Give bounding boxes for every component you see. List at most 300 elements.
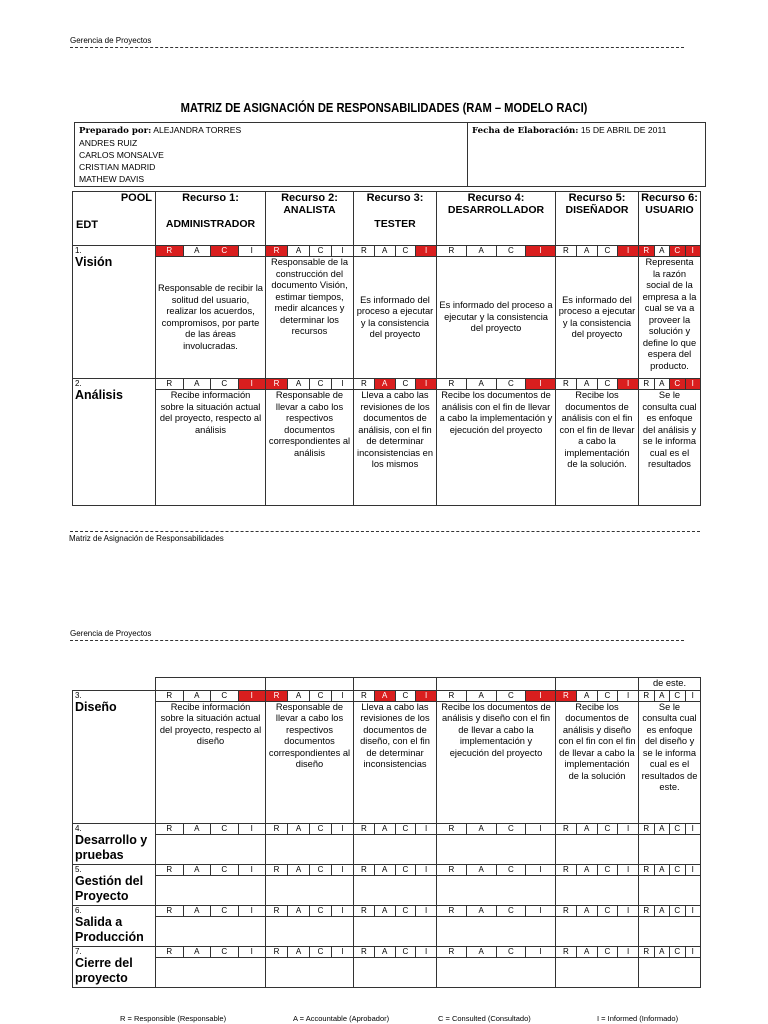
raci-letters <box>437 906 555 916</box>
responsibility-cell: Responsable de la construcción del documento Visión, estimar tiempos, medir alcances y determinar los recursos <box>266 257 354 379</box>
legend-informed: I = Informed (Informado) <box>597 1014 679 1023</box>
carry-row <box>73 678 701 691</box>
raci-letters <box>437 691 555 701</box>
raci-letter-i: I <box>341 946 344 956</box>
raci-row <box>73 864 701 875</box>
raci-letter-a: A <box>467 379 497 389</box>
raci-letter-a: A <box>184 246 212 256</box>
raci-selector <box>437 823 556 834</box>
responsibility-cell: Recibe información sobre la situación actual del proyecto, respecto al diseño <box>156 701 266 823</box>
resource-role: USUARIO <box>645 204 694 216</box>
raci-letters <box>437 824 555 834</box>
header-row <box>73 192 701 246</box>
raci-selector <box>156 379 266 390</box>
raci-letters <box>437 865 555 875</box>
raci-selector <box>437 246 556 257</box>
raci-letters <box>156 379 265 389</box>
raci-letter-a: A <box>184 691 212 701</box>
raci-letter-i: I <box>539 864 542 874</box>
resource-name: Recurso 6: <box>641 192 698 204</box>
raci-selector <box>556 246 639 257</box>
edt-cell <box>73 379 156 506</box>
raci-letter-a: A <box>577 691 598 701</box>
responsibility-cell <box>437 916 556 946</box>
raci-letter-i: I <box>416 691 436 701</box>
raci-letter-r: R <box>437 906 467 916</box>
raci-letter-r: R <box>437 691 467 701</box>
raci-letter-c: C <box>211 691 239 701</box>
resource-role: DISEÑADOR <box>565 204 629 216</box>
footer-divider <box>70 531 700 532</box>
raci-row <box>73 905 701 916</box>
raci-letter-c: C <box>670 865 686 875</box>
resource-header <box>639 192 701 246</box>
edt-number: 3. <box>75 690 82 700</box>
raci-letter-c: C <box>310 379 332 389</box>
raci-letter-a: A <box>288 691 310 701</box>
raci-letters <box>156 865 265 875</box>
responsibility-cell: Representa la razón social de la empresa a la cual se va a proveer la solución y define lo que espera del producto. <box>639 257 701 379</box>
raci-letter-r: R <box>354 246 375 256</box>
raci-letters <box>354 824 436 834</box>
raci-letters <box>354 947 436 957</box>
raci-letter-c: C <box>670 824 686 834</box>
responsibility-cell <box>354 875 437 905</box>
raci-letter-c: C <box>211 906 239 916</box>
responsibility-cell: Es informado del proceso a ejecutar y la consistencia del proyecto <box>354 257 437 379</box>
responsibility-cell <box>354 957 437 987</box>
raci-selector <box>639 823 701 834</box>
raci-letter-i: I <box>341 823 344 833</box>
raci-letter-c: C <box>211 824 239 834</box>
prepared-by-label: Preparado por: <box>79 126 152 136</box>
description-row <box>73 257 701 379</box>
raci-letter-i: I <box>627 690 630 700</box>
responsibility-cell: Recibe los documentos de análisis con el fin con el fin de llevar a cabo la implementación de la solución. <box>556 390 639 506</box>
raci-letter-a: A <box>184 947 212 957</box>
prepared-person: CRISTIAN MADRID <box>79 162 156 172</box>
raci-letter-a: A <box>467 824 497 834</box>
raci-letter-i: I <box>250 823 253 833</box>
raci-selector <box>354 246 437 257</box>
responsibility-cell: Lleva a cabo las revisiones de los documentos de análisis, con el fin de determinar inconsistencias en los mismos <box>354 390 437 506</box>
legend-accountable: A = Accountable (Aprobador) <box>293 1014 390 1023</box>
raci-letters <box>156 824 265 834</box>
raci-selector <box>354 690 437 701</box>
edt-number: 7. <box>75 946 82 956</box>
empty-cell <box>556 678 639 691</box>
raci-letter-r: R <box>156 906 184 916</box>
raci-letters <box>266 947 353 957</box>
raci-letter-i: I <box>526 246 555 256</box>
raci-letters <box>156 906 265 916</box>
raci-letters <box>639 865 700 875</box>
raci-letter-c: C <box>396 906 417 916</box>
raci-letter-a: A <box>467 246 497 256</box>
raci-letter-r: R <box>266 824 288 834</box>
raci-letter-r: R <box>156 947 184 957</box>
raci-matrix-page2 <box>72 677 701 988</box>
edt-title: Desarrollo y pruebas <box>75 832 148 862</box>
edt-cell <box>73 246 156 379</box>
raci-letters <box>556 246 638 256</box>
description-row <box>73 390 701 506</box>
responsibility-cell: Recibe información sobre la situación actual del proyecto, respecto al análisis <box>156 390 266 506</box>
raci-letters <box>354 865 436 875</box>
raci-letters <box>437 947 555 957</box>
edt-title: Análisis <box>75 388 123 402</box>
responsibility-cell <box>156 834 266 864</box>
raci-letter-r: R <box>437 865 467 875</box>
raci-row <box>73 946 701 957</box>
raci-letter-c: C <box>211 947 239 957</box>
raci-letter-a: A <box>375 691 396 701</box>
responsibility-cell <box>639 834 701 864</box>
raci-letter-i: I <box>341 905 344 915</box>
raci-letter-a: A <box>577 824 598 834</box>
raci-selector <box>437 946 556 957</box>
pool-edt-cell <box>73 192 156 246</box>
responsibility-cell: Recibe los documentos de análisis y diseño con el fin de llevar a cabo la implementación y ejecución del proyecto <box>437 701 556 823</box>
raci-letter-i: I <box>416 246 436 256</box>
raci-letter-a: A <box>655 246 671 256</box>
resource-header <box>156 192 266 246</box>
document-title: MATRIZ DE ASIGNACIÓN DE RESPONSABILIDADES (RAM – MODELO RACI) <box>180 100 588 115</box>
raci-letter-i: I <box>239 379 266 389</box>
raci-letter-i: I <box>425 823 428 833</box>
resource-header <box>437 192 556 246</box>
raci-selector <box>437 690 556 701</box>
resource-header <box>556 192 639 246</box>
raci-letter-r: R <box>354 865 375 875</box>
edt-cell <box>73 946 156 987</box>
raci-letters <box>266 691 353 701</box>
raci-selector <box>354 946 437 957</box>
empty-cell <box>354 678 437 691</box>
raci-letters <box>266 246 353 256</box>
raci-letter-i: I <box>425 905 428 915</box>
raci-letters <box>156 246 265 256</box>
resource-header <box>354 192 437 246</box>
raci-letters <box>556 824 638 834</box>
raci-letter-r: R <box>639 824 655 834</box>
responsibility-cell <box>354 916 437 946</box>
raci-letter-a: A <box>655 947 671 957</box>
raci-letters <box>556 379 638 389</box>
responsibility-cell <box>556 957 639 987</box>
raci-letter-c: C <box>310 947 332 957</box>
raci-letter-r: R <box>556 691 577 701</box>
resource-role: ANALISTA <box>283 204 336 216</box>
raci-letter-r: R <box>266 906 288 916</box>
raci-letter-r: R <box>437 947 467 957</box>
prepared-person: CARLOS MONSALVE <box>79 150 164 160</box>
raci-letter-a: A <box>655 379 671 389</box>
responsibility-cell <box>266 916 354 946</box>
raci-letter-i: I <box>691 690 694 700</box>
raci-letter-r: R <box>156 824 184 834</box>
raci-letter-i: I <box>250 864 253 874</box>
responsibility-cell <box>437 834 556 864</box>
edt-cell <box>73 905 156 946</box>
raci-letter-i: I <box>526 379 555 389</box>
date-value: 15 DE ABRIL DE 2011 <box>580 125 667 135</box>
edt-cell <box>73 864 156 905</box>
raci-letter-i: I <box>526 691 555 701</box>
raci-letter-c: C <box>598 906 619 916</box>
raci-letter-c: C <box>396 947 417 957</box>
raci-selector <box>156 905 266 916</box>
empty-cell <box>266 678 354 691</box>
raci-letter-i: I <box>691 905 694 915</box>
raci-letters <box>556 865 638 875</box>
raci-letter-i: I <box>627 905 630 915</box>
responsibility-cell <box>266 957 354 987</box>
raci-selector <box>266 864 354 875</box>
raci-letter-r: R <box>556 906 577 916</box>
raci-letter-i: I <box>539 946 542 956</box>
resource-header <box>266 192 354 246</box>
description-row <box>73 834 701 864</box>
raci-selector <box>639 905 701 916</box>
raci-letter-r: R <box>556 947 577 957</box>
raci-letter-c: C <box>310 906 332 916</box>
raci-selector <box>639 379 701 390</box>
raci-letters <box>639 246 700 256</box>
raci-letter-r: R <box>639 906 655 916</box>
raci-letter-c: C <box>670 691 686 701</box>
responsibility-cell: Responsable de recibir la solitud del usuario, realizar los acuerdos, compromisos, por parte de las áreas involucradas. <box>156 257 266 379</box>
raci-letter-r: R <box>354 379 375 389</box>
raci-letter-r: R <box>354 947 375 957</box>
responsibility-cell <box>556 916 639 946</box>
responsibility-cell <box>156 916 266 946</box>
raci-letter-c: C <box>310 246 332 256</box>
description-row <box>73 916 701 946</box>
raci-letter-a: A <box>184 824 212 834</box>
responsibility-cell <box>556 834 639 864</box>
raci-row <box>73 379 701 390</box>
raci-letter-i: I <box>341 379 344 388</box>
raci-letter-a: A <box>288 947 310 957</box>
responsibility-cell: Es informado del proceso a ejecutar y la consistencia del proyecto <box>556 257 639 379</box>
resource-role: DESARROLLADOR <box>447 204 545 216</box>
responsibility-cell: Se le consulta cual es enfoque del diseño y se le informa cual es el resultados de este. <box>639 701 701 823</box>
raci-letter-a: A <box>577 906 598 916</box>
responsibility-cell <box>266 875 354 905</box>
raci-letters <box>354 246 436 256</box>
legend-responsible: R = Responsible (Responsable) <box>120 1014 227 1023</box>
page-footer: Matriz de Asignación de Responsabilidades <box>69 534 224 543</box>
responsibility-cell <box>556 875 639 905</box>
raci-letter-i: I <box>539 905 542 915</box>
description-row <box>73 701 701 823</box>
raci-letter-c: C <box>396 865 417 875</box>
edt-title: Salida a Producción <box>75 914 144 944</box>
raci-letter-a: A <box>655 824 671 834</box>
responsibility-cell <box>156 875 266 905</box>
raci-letter-r: R <box>266 246 288 256</box>
raci-letters <box>639 379 700 389</box>
raci-letter-c: C <box>670 379 686 389</box>
responsibility-cell <box>437 875 556 905</box>
raci-letter-c: C <box>497 824 527 834</box>
responsibility-cell <box>156 957 266 987</box>
raci-letters <box>639 691 700 701</box>
raci-selector <box>266 690 354 701</box>
raci-letter-r: R <box>266 865 288 875</box>
edt-number: 4. <box>75 823 82 833</box>
raci-letter-a: A <box>288 824 310 834</box>
raci-row <box>73 823 701 834</box>
raci-letter-a: A <box>467 865 497 875</box>
edt-cell <box>73 823 156 864</box>
raci-letter-a: A <box>577 246 598 256</box>
raci-letter-c: C <box>598 691 619 701</box>
raci-letter-r: R <box>556 246 577 256</box>
edt-number: 5. <box>75 864 82 874</box>
raci-letter-r: R <box>156 691 184 701</box>
edt-number: 6. <box>75 905 82 915</box>
raci-row <box>73 246 701 257</box>
raci-letter-c: C <box>396 246 417 256</box>
raci-letter-a: A <box>577 865 598 875</box>
description-row <box>73 957 701 987</box>
raci-letter-r: R <box>639 246 655 256</box>
raci-letter-a: A <box>577 379 598 389</box>
raci-letter-i: I <box>618 379 638 389</box>
raci-letter-r: R <box>156 379 184 389</box>
raci-selector <box>354 379 437 390</box>
raci-letter-a: A <box>288 865 310 875</box>
edt-label: EDT <box>76 219 98 231</box>
raci-selector <box>266 823 354 834</box>
edt-cell <box>73 690 156 823</box>
responsibility-cell: Responsable de llevar a cabo los respectivos documentos correspondientes al análisis <box>266 390 354 506</box>
edt-title: Cierre del proyecto <box>75 955 133 985</box>
raci-letter-r: R <box>156 246 184 256</box>
responsibility-cell: Recibe los documentos de análisis con el fin de llevar a cabo la implementación y ejecución del proyecto <box>437 390 556 506</box>
raci-letter-c: C <box>211 246 239 256</box>
raci-letters <box>556 906 638 916</box>
raci-letters <box>266 824 353 834</box>
raci-letter-r: R <box>156 865 184 875</box>
raci-letter-r: R <box>639 379 655 389</box>
raci-letter-i: I <box>686 246 701 256</box>
raci-letter-i: I <box>341 690 344 700</box>
raci-selector <box>156 690 266 701</box>
raci-letter-c: C <box>598 865 619 875</box>
raci-selector <box>437 905 556 916</box>
raci-letter-c: C <box>396 379 417 389</box>
raci-letters <box>354 906 436 916</box>
raci-letters <box>556 691 638 701</box>
raci-letter-r: R <box>639 865 655 875</box>
raci-letters <box>639 824 700 834</box>
raci-letter-c: C <box>497 691 527 701</box>
raci-selector <box>437 379 556 390</box>
edt-number: 2. <box>75 379 82 388</box>
raci-letter-i: I <box>250 905 253 915</box>
raci-letter-c: C <box>670 947 686 957</box>
raci-selector <box>639 690 701 701</box>
responsibility-cell: Recibe los documentos de análisis y diseño con el fin con el fin de llevar a cabo la implementación de la solución <box>556 701 639 823</box>
raci-letter-r: R <box>266 379 288 389</box>
raci-letters <box>639 906 700 916</box>
raci-letter-r: R <box>437 379 467 389</box>
raci-letter-a: A <box>288 906 310 916</box>
raci-letter-c: C <box>670 906 686 916</box>
raci-letter-c: C <box>497 246 527 256</box>
raci-letter-c: C <box>310 691 332 701</box>
raci-letter-i: I <box>691 946 694 956</box>
responsibility-cell <box>266 834 354 864</box>
raci-letter-a: A <box>655 691 671 701</box>
edt-number: 1. <box>75 246 82 255</box>
raci-letters <box>639 947 700 957</box>
raci-selector <box>556 864 639 875</box>
raci-letter-a: A <box>467 691 497 701</box>
raci-letters <box>354 691 436 701</box>
page-header: Gerencia de Proyectos <box>70 36 152 45</box>
raci-selector <box>266 246 354 257</box>
raci-letter-c: C <box>670 246 686 256</box>
raci-row <box>73 690 701 701</box>
raci-letter-i: I <box>425 946 428 956</box>
raci-letter-i: I <box>341 246 344 255</box>
responsibility-cell <box>639 957 701 987</box>
raci-selector <box>354 905 437 916</box>
raci-selector <box>266 946 354 957</box>
raci-selector <box>556 379 639 390</box>
prepared-person: ANDRES RUIZ <box>79 138 138 148</box>
raci-letters <box>266 379 353 389</box>
raci-selector <box>156 246 266 257</box>
raci-letter-a: A <box>655 906 671 916</box>
raci-letter-r: R <box>639 947 655 957</box>
raci-letter-i: I <box>691 823 694 833</box>
edt-title: Gestión del Proyecto <box>75 873 144 903</box>
date-label: Fecha de Elaboración: <box>472 126 579 136</box>
raci-selector <box>266 379 354 390</box>
raci-letter-c: C <box>396 824 417 834</box>
raci-letter-i: I <box>250 246 253 255</box>
raci-letter-a: A <box>375 865 396 875</box>
raci-letter-c: C <box>497 379 527 389</box>
responsibility-cell <box>437 957 556 987</box>
raci-letter-c: C <box>598 824 619 834</box>
raci-selector <box>156 946 266 957</box>
raci-letters <box>266 906 353 916</box>
raci-letter-r: R <box>354 906 375 916</box>
pool-label: POOL <box>120 192 152 204</box>
raci-letter-r: R <box>354 691 375 701</box>
raci-letter-i: I <box>239 691 266 701</box>
raci-letters <box>354 379 436 389</box>
raci-letter-r: R <box>354 824 375 834</box>
raci-letter-c: C <box>497 906 527 916</box>
raci-letter-a: A <box>375 947 396 957</box>
responsibility-cell: Se le consulta cual es enfoque del análisis y se le informa cual es el resultados <box>639 390 701 506</box>
raci-letter-c: C <box>310 865 332 875</box>
raci-selector <box>156 864 266 875</box>
raci-selector <box>266 905 354 916</box>
raci-letter-c: C <box>211 379 239 389</box>
responsibility-cell <box>354 834 437 864</box>
raci-letter-i: I <box>425 864 428 874</box>
raci-letter-c: C <box>598 947 619 957</box>
empty-cell <box>73 678 156 691</box>
